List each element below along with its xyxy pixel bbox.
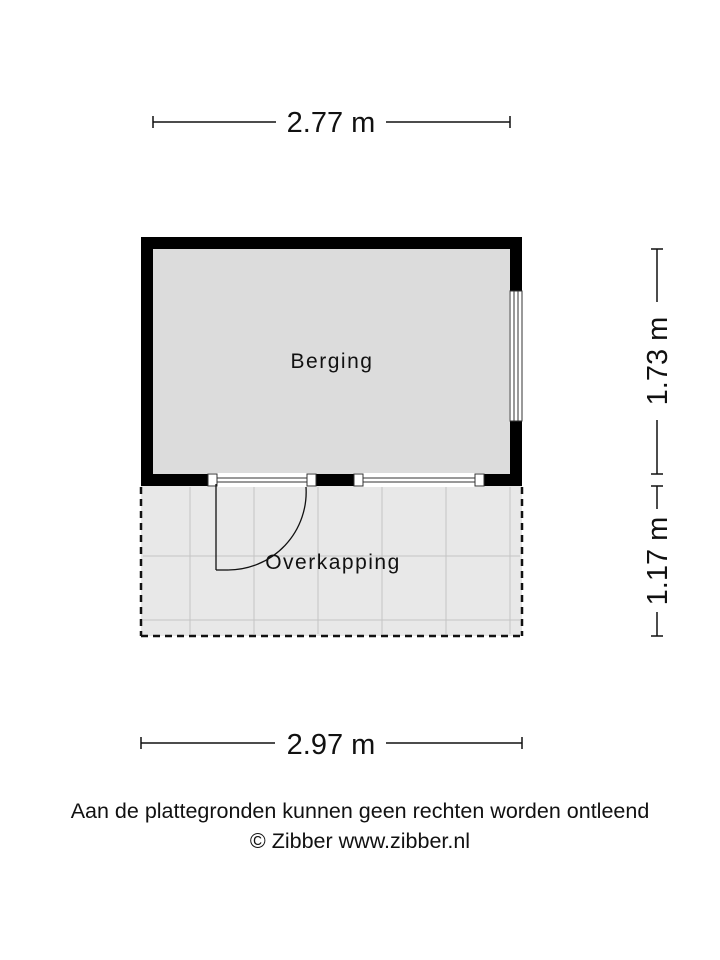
dimension-right-lower-label: 1.17 m [642, 516, 674, 606]
window-right [509, 291, 523, 421]
dimension-right-upper-label: 1.73 m [642, 316, 674, 406]
window-front [354, 473, 484, 487]
disclaimer-text: Aan de plattegronden kunnen geen rechten worden ontleend [70, 799, 650, 823]
room-label-overkapping: Overkapping [265, 551, 401, 574]
door-opening [208, 473, 316, 487]
dimension-top-label: 2.77 m [286, 107, 376, 139]
dimension-bottom-label: 2.97 m [286, 729, 376, 761]
room-label-berging: Berging [290, 350, 374, 373]
copyright-text: © Zibber www.zibber.nl [249, 829, 471, 853]
